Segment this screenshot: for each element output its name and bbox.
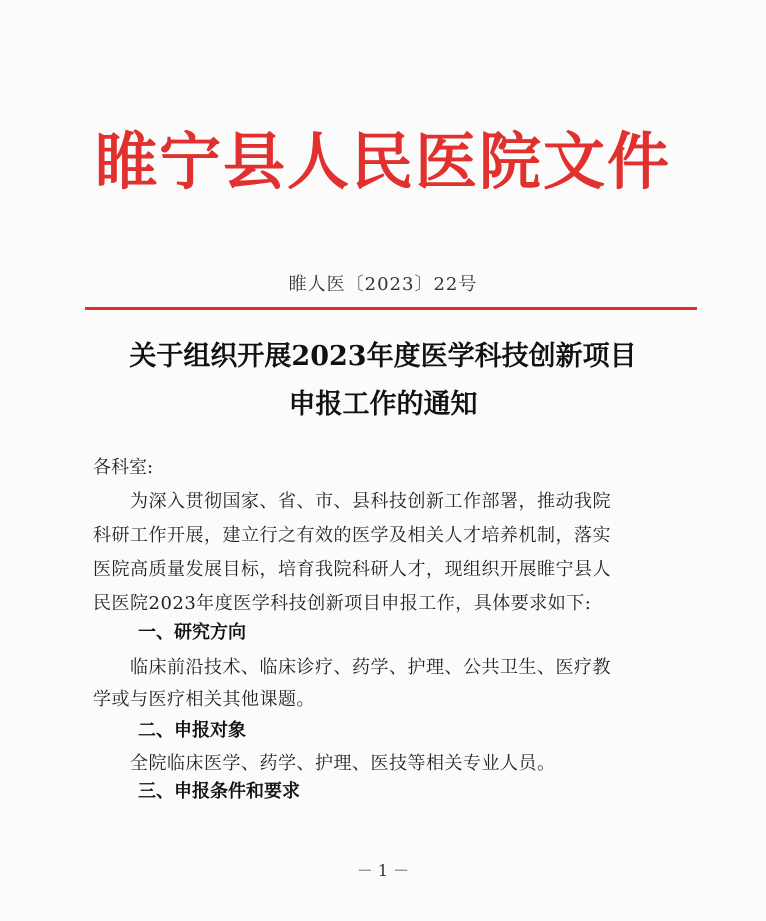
intro-line-4: 民医院2023年度医学科技创新项目申报工作，具体要求如下: xyxy=(93,593,592,614)
section-1-line-1: 临床前沿技术、临床诊疗、药学、护理、公共卫生、医疗教 xyxy=(130,657,611,678)
intro-line-3: 医院高质量发展目标，培育我院科研人才，现组织开展睢宁县人 xyxy=(93,559,611,580)
section-2-line-1: 全院临床医学、药学、护理、医技等相关专业人员。 xyxy=(130,753,556,774)
intro-line-1: 为深入贯彻国家、省、市、县科技创新工作部署，推动我院 xyxy=(130,491,611,512)
red-divider-line xyxy=(85,307,697,310)
notice-title-line-1: 关于组织开展2023年度医学科技创新项目 xyxy=(129,341,637,372)
notice-title-line-2: 申报工作的通知 xyxy=(288,389,478,420)
section-heading-conditions: 三、申报条件和要求 xyxy=(138,781,300,802)
document-number: 睢人医〔2023〕22号 xyxy=(288,274,478,295)
section-1-line-2: 学或与医疗相关其他课题。 xyxy=(93,689,315,710)
page-number: － 1 － xyxy=(356,861,410,880)
intro-line-2: 科研工作开展，建立行之有效的医学及相关人才培养机制，落实 xyxy=(93,525,611,546)
salutation: 各科室: xyxy=(93,457,154,478)
section-heading-research-direction: 一、研究方向 xyxy=(138,622,246,643)
section-heading-applicants: 二、申报对象 xyxy=(138,720,246,741)
masthead-title: 睢宁县人民医院文件 xyxy=(94,125,671,198)
